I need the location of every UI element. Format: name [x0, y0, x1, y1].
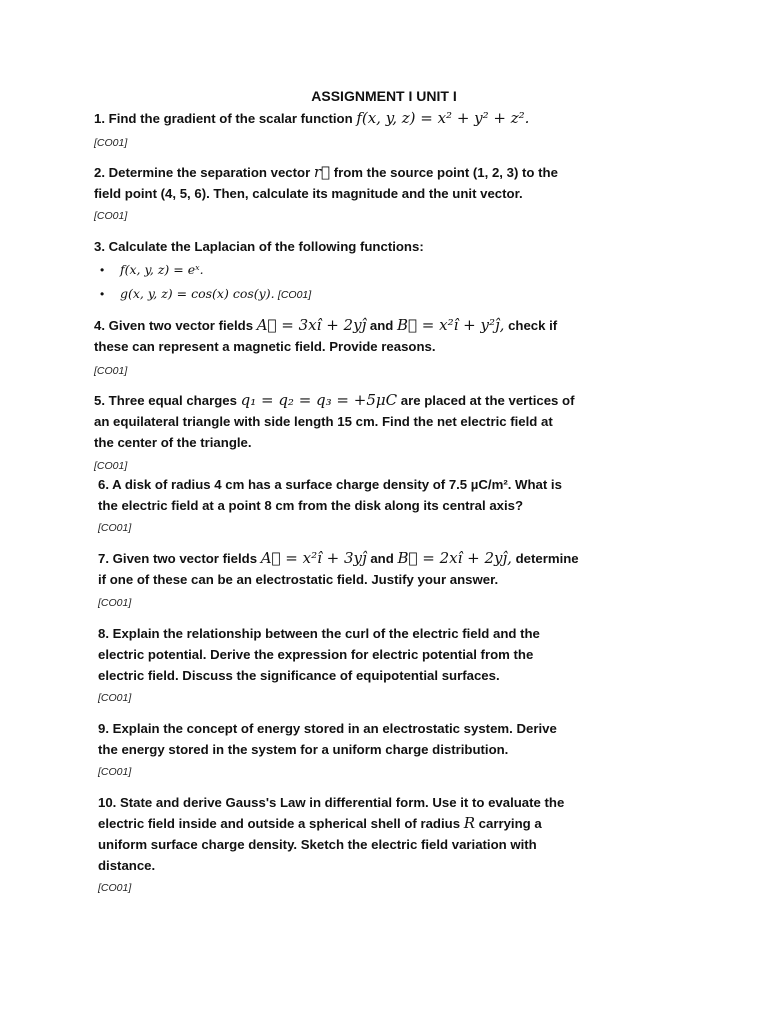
assignment-title: ASSIGNMENT I UNIT I [311, 88, 457, 104]
question-9-line1: 9. Explain the concept of energy stored in an electrostatic system. Derive [98, 721, 557, 736]
question-10-line1: 10. State and derive Gauss's Law in differential form. Use it to evaluate the [98, 795, 565, 810]
question-2-co: [CO01] [94, 210, 128, 222]
question-5-line2: an equilateral triangle with side length 15 cm. Find the net electric field at [94, 414, 553, 429]
question-6-co: [CO01] [98, 522, 132, 534]
question-7-pre: 7. Given two vector fields [98, 551, 261, 566]
question-2-math: r⃗ [313, 163, 331, 181]
question-10-line4: distance. [98, 858, 156, 873]
question-9 [98, 718, 557, 760]
question-3-co: [CO01] [277, 289, 312, 301]
question-3-bullet-1-math: f(x, y, z) = eˣ. [120, 262, 204, 277]
question-1-co: [CO01] [94, 137, 128, 149]
question-10-line2-pre: electric field inside and outside a spherical shell of radius [98, 816, 464, 831]
question-5 [94, 390, 574, 453]
question-4-math-b: B⃗ = x²î + y²ĵ, [397, 316, 505, 334]
question-8-co: [CO01] [98, 692, 132, 704]
question-10-co: [CO01] [98, 882, 132, 894]
question-1-text: 1. Find the gradient of the scalar function [94, 111, 357, 126]
question-6-line2: the electric field at a point 8 cm from the disk along its central axis? [98, 498, 524, 513]
question-1-math: f(x, y, z) = x² + y² + z². [356, 109, 530, 127]
question-5-math: q₁ = q₂ = q₃ = +5μC [240, 391, 398, 409]
question-10-line3: uniform surface charge density. Sketch the electric field variation with [98, 837, 537, 852]
question-2-line2: field point (4, 5, 6). Then, calculate its magnitude and the unit vector. [94, 186, 523, 201]
question-8-line2: electric potential. Derive the expression for electric potential from the [98, 647, 534, 662]
question-2-line1b: from the source point (1, 2, 3) to the [330, 165, 558, 180]
question-1 [94, 108, 529, 129]
question-3-bullet-1 [100, 262, 204, 277]
question-9-co: [CO01] [98, 766, 132, 778]
question-7-mid: and [366, 551, 398, 566]
question-3-bullet-2-math: g(x, y, z) = cos(x) cos(y). [120, 286, 275, 301]
bullet-dot: • [100, 287, 105, 301]
question-7-co: [CO01] [98, 597, 132, 609]
question-4-math-a: A⃗ = 3xî + 2yĵ [256, 316, 367, 334]
question-4-pre: 4. Given two vector fields [94, 318, 257, 333]
question-2 [94, 162, 558, 204]
question-10-math: R [463, 814, 475, 832]
question-7 [98, 548, 579, 590]
question-4-post: check if [504, 318, 558, 333]
question-6-line1: 6. A disk of radius 4 cm has a surface charge density of 7.5 µC/m². What is [98, 477, 562, 492]
question-3: 3. Calculate the Laplacian of the following functions: [94, 239, 424, 254]
question-10 [98, 792, 564, 876]
question-7-math-a: A⃗ = x²î + 3yĵ [260, 549, 367, 567]
question-5-post: are placed at the vertices of [397, 393, 575, 408]
question-6 [98, 474, 562, 516]
question-4-mid: and [366, 318, 397, 333]
question-2-line1: 2. Determine the separation vector [94, 165, 314, 180]
question-9-line2: the energy stored in the system for a uniform charge distribution. [98, 742, 509, 757]
question-5-line3: the center of the triangle. [94, 435, 252, 450]
question-10-line2-post: carrying a [475, 816, 542, 831]
question-7-math-b: B⃗ = 2xî + 2yĵ, [397, 549, 512, 567]
question-7-line2: if one of these can be an electrostatic field. Justify your answer. [98, 572, 499, 587]
question-5-pre: 5. Three equal charges [94, 393, 241, 408]
question-4-co: [CO01] [94, 365, 128, 377]
question-8 [98, 623, 540, 686]
question-4 [94, 315, 557, 357]
question-7-post: determine [511, 551, 579, 566]
bullet-dot: • [100, 263, 105, 277]
question-4-line2: these can represent a magnetic field. Provide reasons. [94, 339, 436, 354]
question-8-line1: 8. Explain the relationship between the curl of the electric field and the [98, 626, 540, 641]
question-5-co: [CO01] [94, 460, 128, 472]
question-8-line3: electric field. Discuss the significance of equipotential surfaces. [98, 668, 500, 683]
question-3-bullet-2 [100, 286, 311, 301]
